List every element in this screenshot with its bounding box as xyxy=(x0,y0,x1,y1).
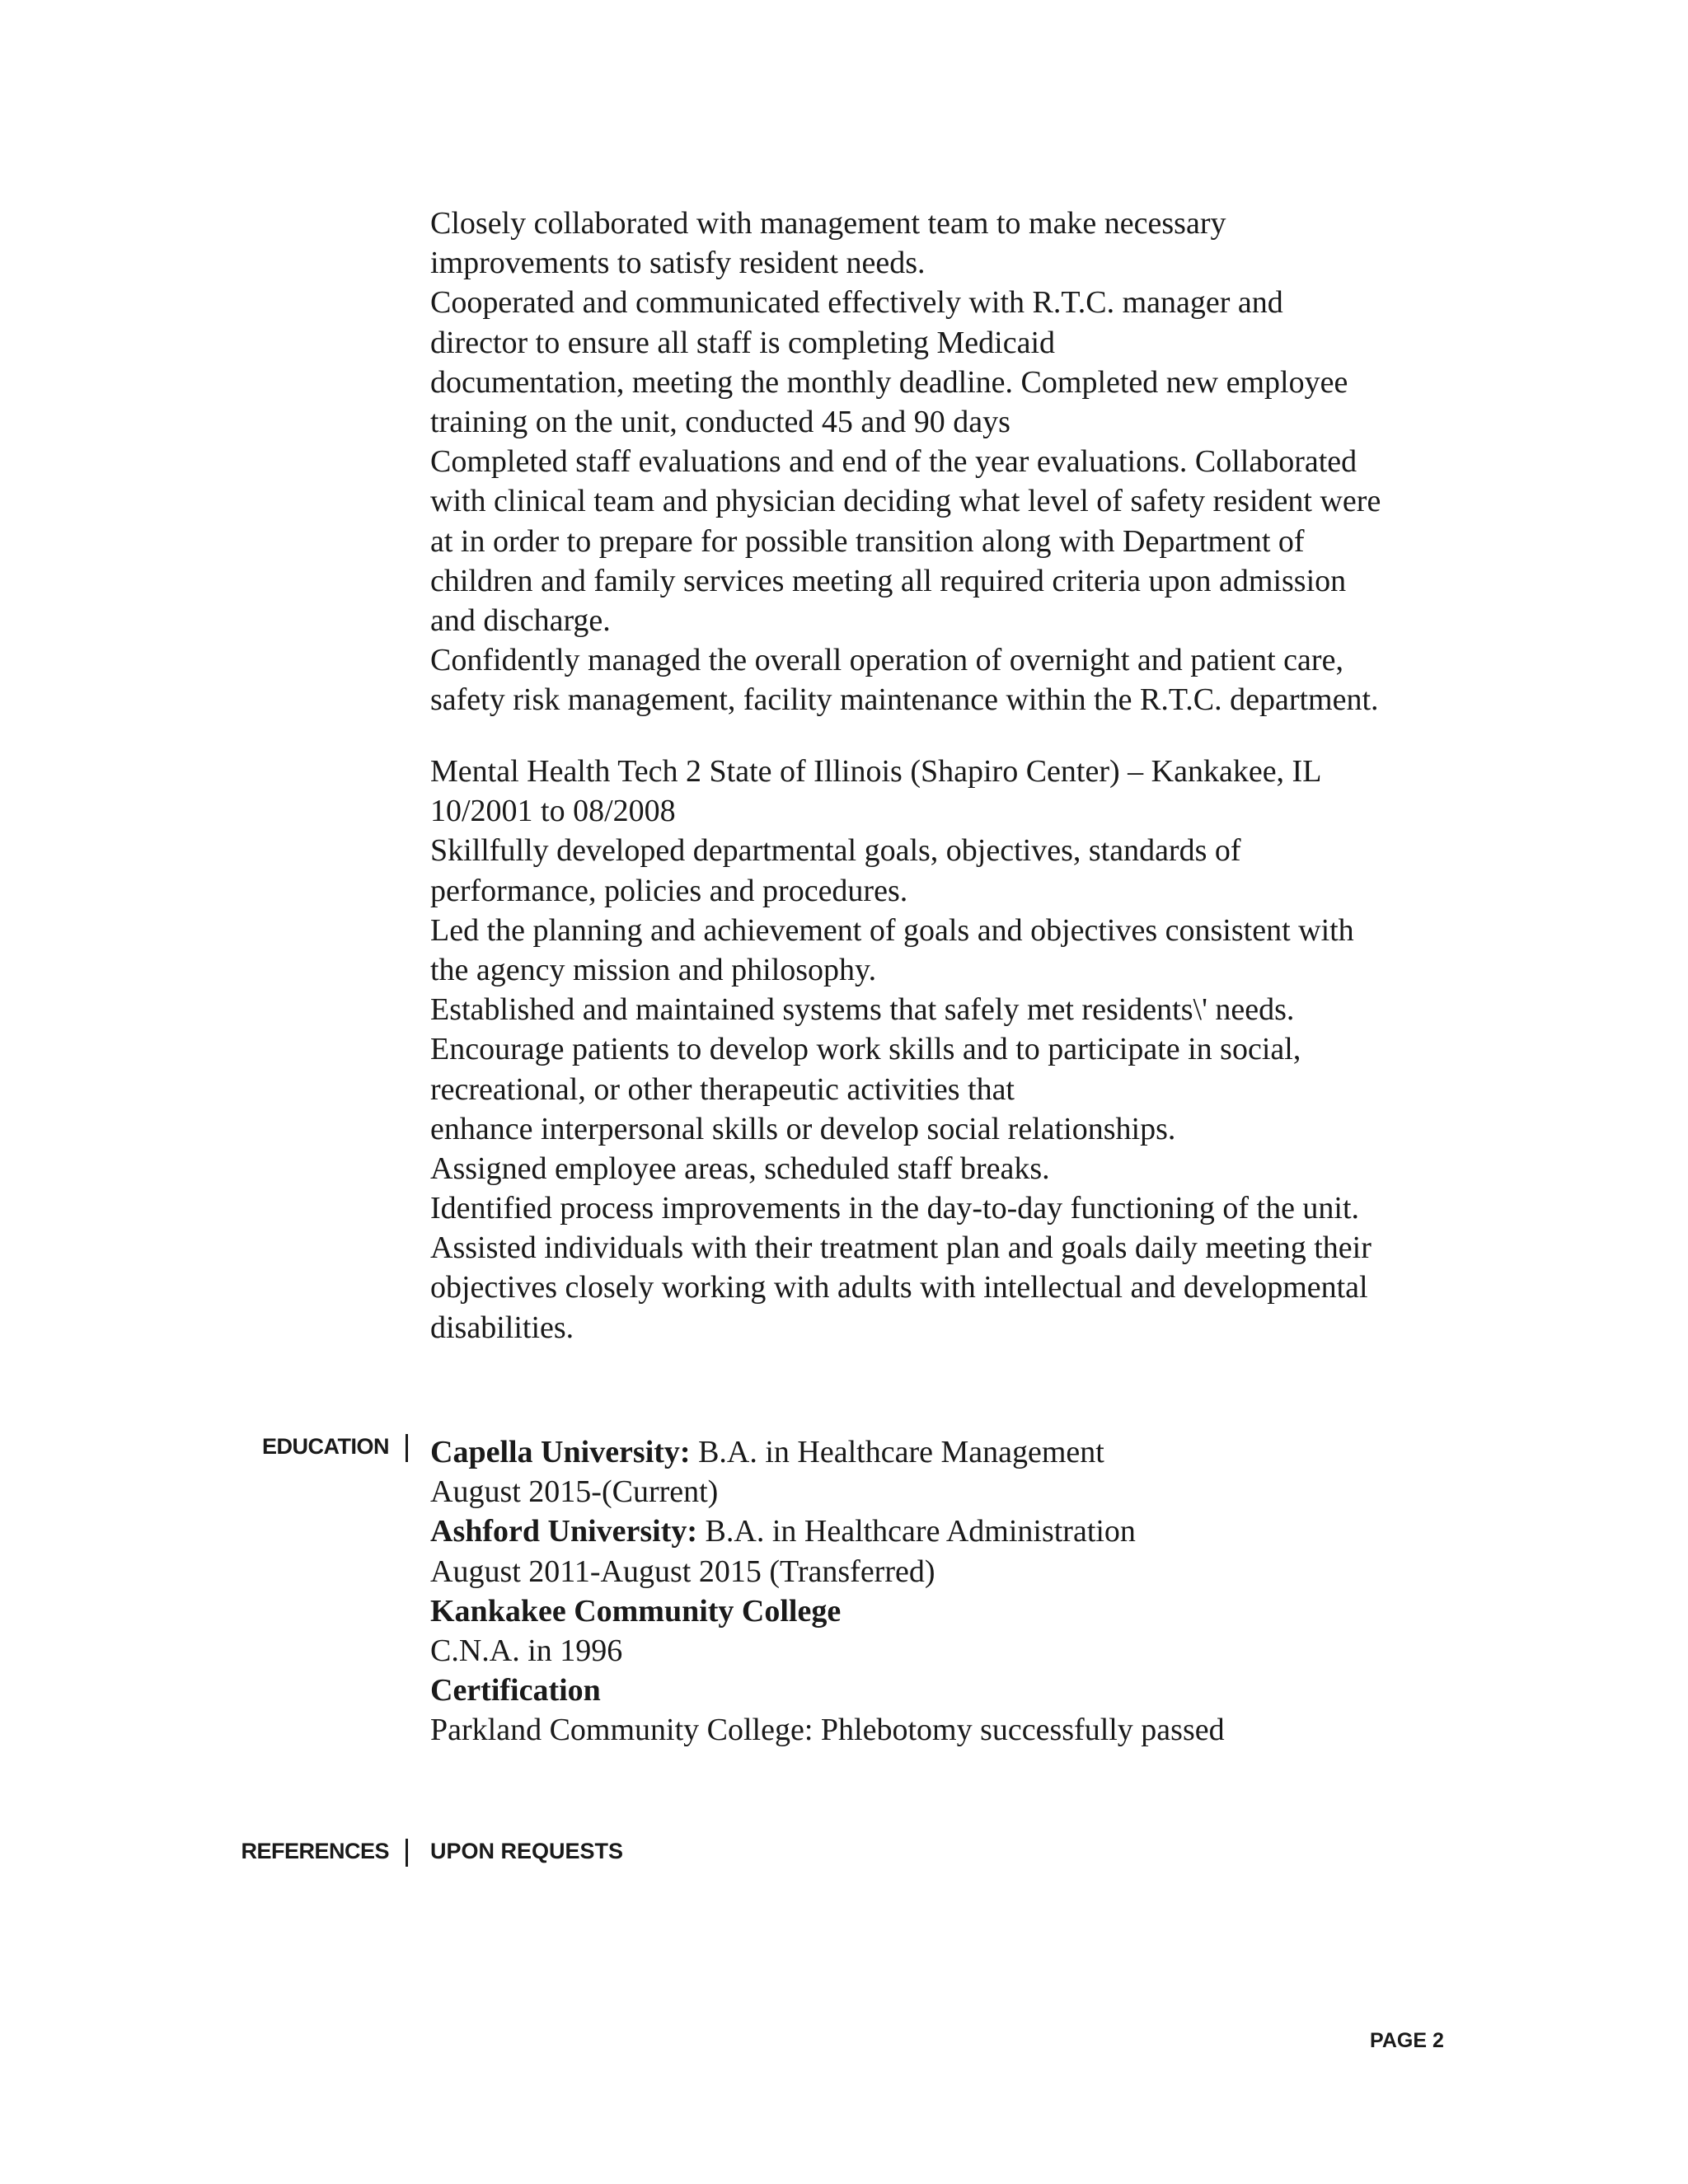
references-value: UPON REQUESTS xyxy=(430,1839,624,1863)
text-line: children and family services meeting all required criteria upon admission xyxy=(430,563,1347,598)
text-line: Assigned employee areas, scheduled staff breaks. xyxy=(430,1151,1050,1186)
certification-heading: Certification xyxy=(430,1673,601,1708)
text-line: director to ensure all staff is completing Medicaid xyxy=(430,325,1056,360)
text-line: and discharge. xyxy=(430,602,611,638)
text-line: objectives closely working with adults with intellectual and developmental xyxy=(430,1270,1368,1305)
certification-detail: Parkland Community College: Phlebotomy successfully passed xyxy=(430,1713,1225,1748)
job-dates: 10/2001 to 08/2008 xyxy=(430,794,676,829)
text-line: the agency mission and philosophy. xyxy=(430,952,877,987)
page-number: PAGE 2 xyxy=(1370,2029,1444,2052)
text-line: enhance interpersonal skills or develop social relationships. xyxy=(430,1111,1176,1146)
education-entry-ashford xyxy=(430,1511,1452,1551)
job-title-line: Mental Health Tech 2 State of Illinois (Shapiro Center) – Kankakee, IL xyxy=(430,754,1322,789)
job-entry-mental-health-tech xyxy=(430,752,1452,1347)
education-list xyxy=(430,1432,1452,1750)
text-line: Completed staff evaluations and end of the year evaluations. Collaborated xyxy=(430,444,1357,480)
text-line: at in order to prepare for possible transition along with Department of xyxy=(430,523,1305,559)
text-line: recreational, or other therapeutic activities that xyxy=(430,1071,1015,1107)
text-line: Confidently managed the overall operation of overnight and patient care, xyxy=(430,643,1343,678)
text-line: Established and maintained systems that safely met residents\' needs. xyxy=(430,992,1295,1028)
degree: B.A. in Healthcare Management xyxy=(690,1435,1104,1469)
text-line: performance, policies and procedures. xyxy=(430,873,908,908)
text-line: improvements to satisfy resident needs. xyxy=(430,246,926,281)
references-label: REFERENCES xyxy=(241,1839,389,1863)
school-name: Capella University: xyxy=(430,1435,691,1469)
education-label: EDUCATION xyxy=(262,1434,389,1459)
text-line: Identified process improvements in the day-to-day functioning of the unit. xyxy=(430,1191,1360,1226)
text-line: safety risk management, facility maintenance within the R.T.C. department. xyxy=(430,682,1379,718)
text-line: Skillfully developed departmental goals, objectives, standards of xyxy=(430,833,1241,869)
text-line: disabilities. xyxy=(430,1310,574,1345)
references-separator xyxy=(406,1839,408,1867)
school-name: Kankakee Community College xyxy=(430,1593,842,1629)
education-dates: August 2011-August 2015 (Transferred) xyxy=(430,1554,935,1589)
school-name: Ashford University: xyxy=(430,1514,698,1549)
text-line: Encourage patients to develop work skills and to participate in social, xyxy=(430,1032,1301,1067)
education-dates: C.N.A. in 1996 xyxy=(430,1633,623,1668)
text-line: Cooperated and communicated effectively with R.T.C. manager and xyxy=(430,285,1283,321)
text-line: training on the unit, conducted 45 and 90 days xyxy=(430,404,1010,439)
education-entry-capella xyxy=(430,1432,1452,1472)
text-line: Led the planning and achievement of goals and objectives consistent with xyxy=(430,912,1354,948)
degree: B.A. in Healthcare Administration xyxy=(697,1514,1136,1549)
education-separator xyxy=(406,1434,408,1462)
text-line: documentation, meeting the monthly deadline. Completed new employee xyxy=(430,364,1348,400)
experience-continued xyxy=(430,204,1452,719)
text-line: Assisted individuals with their treatment plan and goals daily meeting their xyxy=(430,1230,1372,1266)
education-dates: August 2015-(Current) xyxy=(430,1474,719,1510)
text-line: with clinical team and physician deciding what level of safety resident were xyxy=(430,484,1381,519)
text-line: Closely collaborated with management team to make necessary xyxy=(430,206,1226,241)
